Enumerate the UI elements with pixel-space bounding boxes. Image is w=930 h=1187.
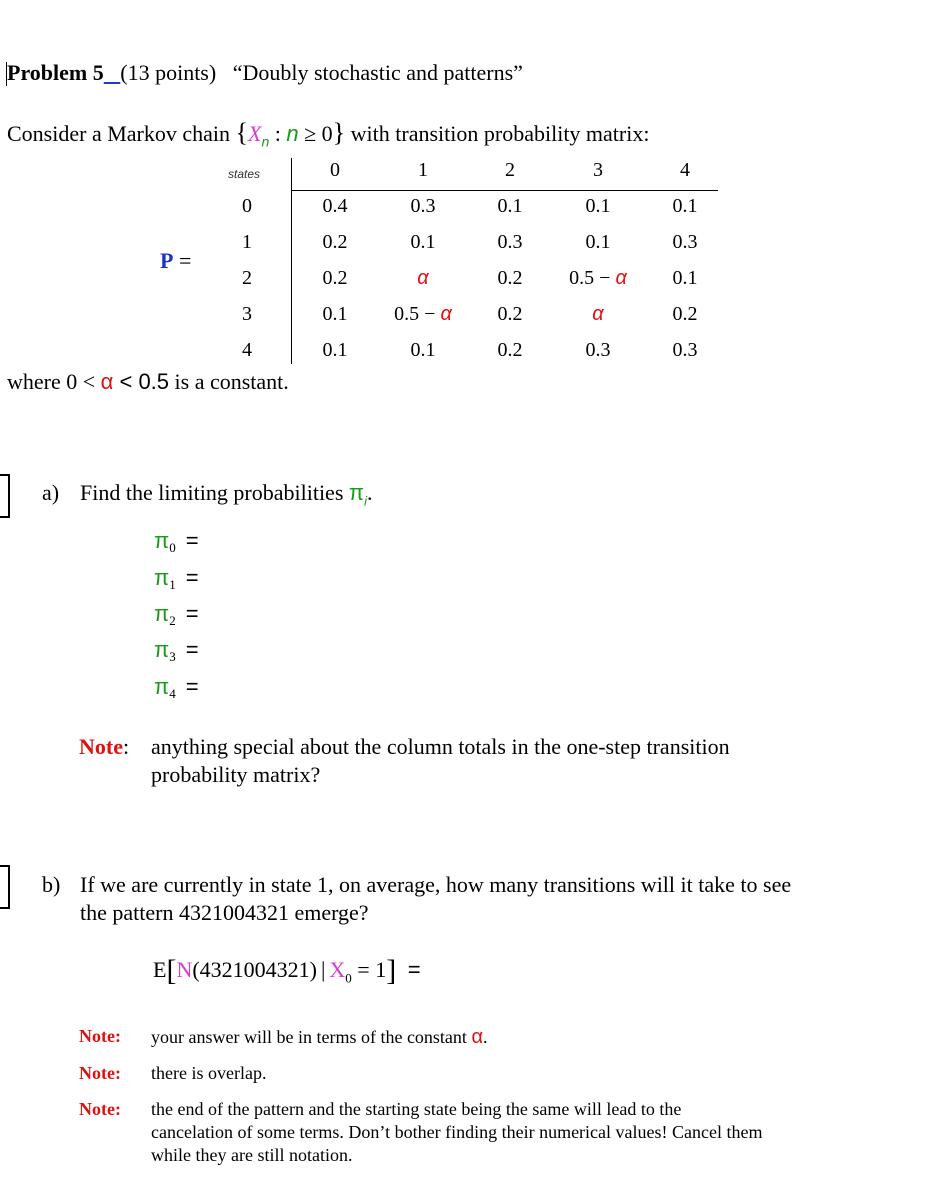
col-header-0: 0 [330,159,340,181]
P-equals: = [178,248,192,273]
problem-points: (13 points) [120,60,217,85]
intro-sentence [7,118,649,149]
row-label-2: 2 [242,267,252,289]
pi-subscript: 4 [169,686,176,701]
note-3-line1: the end of the pattern and the starting state being the same will lead to the [151,1099,682,1119]
matrix-cell-alpha: α [417,267,429,289]
part-b-line1: If we are currently in state 1, on average, how many transitions will it take to see [80,872,792,897]
problem-title [7,60,523,86]
pi-row-1 [154,565,199,593]
pi-symbol: π [154,637,170,662]
note-2-label: Note: [79,1063,121,1083]
matrix-cell-2-0 [295,267,375,290]
matrix-cell-2-2 [470,267,550,290]
intro-after: with transition probability matrix: [350,121,650,146]
matrix-cell-number: 0.1 [672,195,698,217]
matrix-cell-number: 0.1 [585,231,611,253]
matrix-cell-4-4 [645,339,725,362]
pi-subscript: 2 [169,613,176,628]
row-label-1: 1 [242,231,252,253]
matrix-vertical-divider [291,158,292,364]
matrix-cell-number: 0.3 [585,339,611,361]
part-b-label: b) [42,872,61,897]
expectation-formula [153,954,421,988]
pi-subscript: 3 [169,649,176,664]
problem-number: Problem 5 [7,60,104,85]
pi-row-3 [154,637,199,665]
part-a-text: Find the limiting probabilities [80,480,349,505]
part-a-question [80,480,372,508]
row-label-4: 4 [242,339,252,361]
matrix-cell-number: 0.5 − [569,267,616,289]
title-underline-gap [104,60,121,85]
constraint-tail: is a constant. [169,369,289,394]
formula-E: E [153,957,167,982]
matrix-cell-3-1 [383,303,463,326]
matrix-cell-number: 0.2 [497,339,523,361]
matrix-cell-1-2 [470,231,550,254]
matrix-cell-number: 0.2 [672,303,698,325]
pi-equals: = [185,565,199,590]
matrix-P-label [160,248,191,274]
formula-right-bracket: ] [386,954,397,987]
part-a-note-line1: anything special about the column totals in the one-step transition [151,734,730,759]
matrix-cell-3-2 [470,303,550,326]
col-header-1: 1 [418,159,428,181]
matrix-cell-number: 0.3 [672,339,698,361]
matrix-cell-1-0 [295,231,375,254]
pi-equals: = [185,674,199,699]
part-a-note-colon: : [122,734,130,759]
constraint-alpha: α [100,369,114,394]
part-a-period: . [366,480,373,505]
states-label: states [228,167,261,181]
constraint-post: < 0.5 [113,369,170,394]
note-2-text: there is overlap. [151,1063,267,1083]
pi-symbol: π [154,674,170,699]
matrix-cell-4-0 [295,339,375,362]
pi-symbol: π [154,601,170,626]
row-label-0: 0 [242,195,252,217]
matrix-cell-0-2 [470,195,550,218]
formula-equals: = [407,957,421,982]
matrix-cell-2-4 [645,267,725,290]
formula-X-sub: 0 [345,970,352,986]
note-1-alpha: α [471,1026,483,1048]
matrix-cell-number: 0.2 [497,303,523,325]
matrix-cell-number: 0.1 [497,195,523,217]
formula-left-bracket: [ [166,954,177,987]
part-b-margin-bracket [0,865,10,909]
matrix-cell-number: 0.5 − [394,303,441,325]
pi-subscript: 0 [169,540,176,555]
note-1-body: your answer will be in terms of the constant [151,1027,472,1047]
formula-eq1: = 1 [351,957,387,982]
pi-row-0 [154,528,199,556]
matrix-cell-0-0 [295,195,375,218]
pi-subscript: 1 [169,577,176,592]
problem-name: “Doubly stochastic and patterns” [232,60,523,85]
set-condition: ≥ 0 [298,121,333,146]
matrix-cell-0-1 [383,195,463,218]
pi-equals: = [185,601,199,626]
pi-equals: = [185,528,199,553]
note-1-text [151,1026,488,1049]
row-label-3: 3 [242,303,252,325]
part-a-margin-bracket [0,474,10,518]
note-3-line2: cancelation of some terms. Don’t bother finding their numerical values! Cancel them [151,1122,763,1142]
set-n: n [286,121,299,146]
set-colon: : [269,121,287,146]
col-header-2: 2 [505,159,515,181]
formula-X: X [329,957,346,982]
matrix-cell-number: 0.2 [322,231,348,253]
part-a-pi: π [348,480,365,505]
constraint-pre: where 0 < [7,369,101,394]
pi-symbol: π [154,528,170,553]
matrix-cell-1-4 [645,231,725,254]
alpha-constraint [7,369,289,395]
matrix-cell-1-3 [558,231,638,254]
matrix-cell-2-1 [383,267,463,290]
matrix-horizontal-divider [292,190,718,191]
matrix-cell-4-3 [558,339,638,362]
matrix-cell-number: 0.2 [497,267,523,289]
part-b-line2: the pattern 4321004321 emerge? [80,900,369,925]
matrix-cell-number: 0.1 [322,339,348,361]
matrix-cell-3-3 [558,303,638,326]
matrix-cell-2-3 [555,267,641,290]
matrix-cell-4-1 [383,339,463,362]
matrix-cell-3-0 [295,303,375,326]
matrix-cell-number: 0.2 [322,267,348,289]
matrix-cell-0-3 [558,195,638,218]
pi-row-4 [154,674,199,702]
matrix-cell-number: 0.4 [322,195,348,217]
P-symbol: P [160,248,174,273]
matrix-cell-4-2 [470,339,550,362]
matrix-cell-alpha: α [592,303,604,325]
matrix-cell-alpha: α [615,267,627,289]
matrix-cell-number: 0.1 [672,267,698,289]
matrix-cell-alpha: α [440,303,452,325]
col-header-3: 3 [593,159,603,181]
matrix-cell-number: 0.3 [672,231,698,253]
part-a-label: a) [42,480,60,505]
matrix-cell-number: 0.1 [322,303,348,325]
set-close-brace: } [332,118,346,147]
matrix-cell-3-4 [645,303,725,326]
pi-row-2 [154,601,199,629]
set-open-brace: { [235,118,248,147]
note-1-end: . [483,1027,488,1047]
matrix-cell-number: 0.1 [410,339,436,361]
part-a-note-label: Note [79,734,123,759]
formula-pattern: (4321004321) [192,957,317,982]
part-a-pi-sub: i [364,493,367,509]
matrix-cell-number: 0.3 [410,195,436,217]
matrix-cell-number: 0.3 [497,231,523,253]
chain-X: X [247,121,262,146]
matrix-cell-number: 0.1 [585,195,611,217]
col-header-4: 4 [680,159,690,181]
formula-bar: | [321,957,326,982]
intro-before: Consider a Markov chain [7,121,230,146]
part-a-note [79,734,129,760]
pi-equals: = [185,637,199,662]
pi-symbol: π [154,565,170,590]
matrix-cell-number: 0.1 [410,231,436,253]
chain-n-sub: n [261,133,270,150]
matrix-cell-1-1 [383,231,463,254]
note-1-label: Note: [79,1026,121,1046]
note-3-line3: while they are still notation. [151,1145,353,1165]
note-3-label: Note: [79,1099,121,1119]
part-a-note-line2: probability matrix? [151,762,321,787]
formula-N: N [176,957,193,982]
matrix-cell-0-4 [645,195,725,218]
